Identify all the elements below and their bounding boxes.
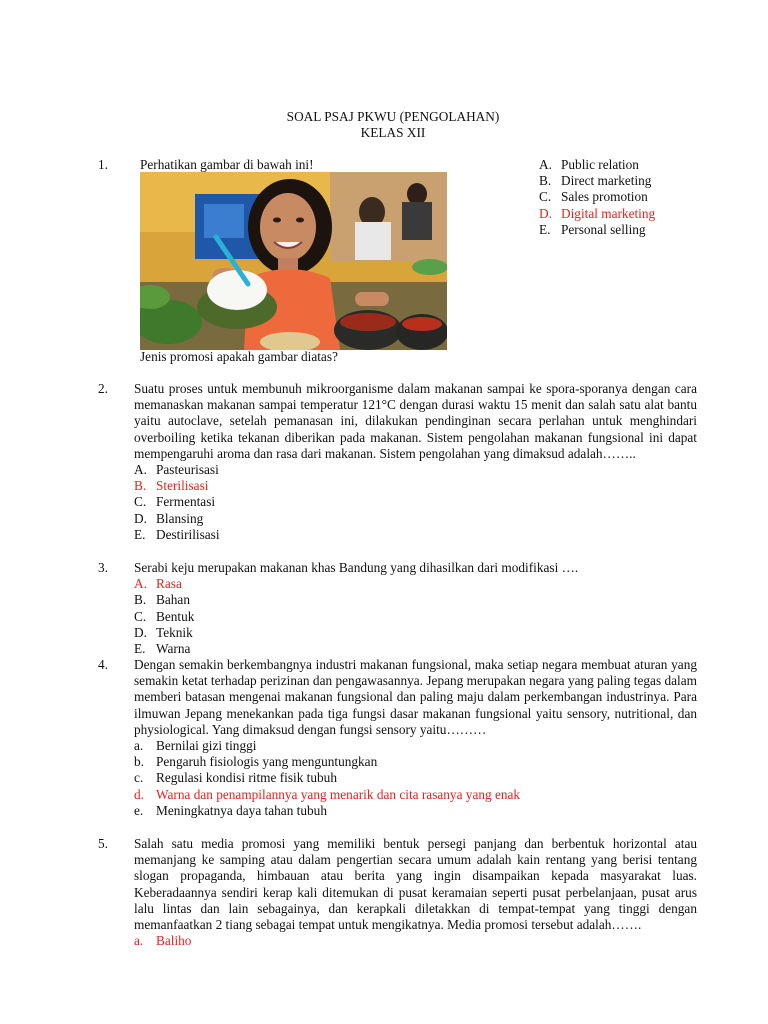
question-body <box>134 836 697 949</box>
option-a[interactable]: a. Bernilai gizi tinggi <box>134 738 257 754</box>
option-a[interactable]: A. Pasteurisasi <box>134 462 219 478</box>
question-text: Suatu proses untuk membunuh mikroorganisme dalam makanan sampai ke spora-sporanya dengan cara memanaskan makanan sampai temperatur 121°C dengan durasi waktu 15 menit dan salah satu alat bantu yaitu autoclave, setelah pemanasan ini, dilakukan pendinginan secara perlahan untuk menghindari overboiling ketika tekanan diberikan pada makanan. Sistem pengolahan makanan fungsional ini dapat mempengaruhi aroma dan rasa dari makanan. Sistem pengolahan yang dimaksud adalah…….. <box>134 381 697 461</box>
option-b[interactable]: B. Bahan <box>134 592 190 608</box>
option-b[interactable]: B. Direct marketing <box>539 173 652 189</box>
document-title: SOAL PSAJ PKWU (PENGOLAHAN) <box>286 109 500 124</box>
question-number: 5. <box>98 836 108 851</box>
option-c[interactable]: C. Sales promotion <box>539 189 648 205</box>
question-text: Dengan semakin berkembangnya industri makanan fungsional, maka setiap negara membuat aturan yang semakin ketat terhadap perizinan dan pengawasannya. Jepang merupakan negara yang paling tegas dalam memberi batasan mengenai makanan fungsional dan paling maju dalam perkembangan industrinya. Para ilmuwan Jepang menekankan pada tiga fungsi dasar makanan fungsional yaitu sensory, nutritional, dan physiological. Yang dimaksud dengan fungsi sensory yaitu……… <box>134 657 697 737</box>
option-c[interactable]: C. Bentuk <box>134 608 195 624</box>
question-body <box>134 657 697 819</box>
option-e[interactable]: E. Personal selling <box>539 221 646 237</box>
question-number: 1. <box>98 157 108 172</box>
option-b-answer[interactable]: B. Sterilisasi <box>134 478 209 494</box>
option-d-answer[interactable]: D. Digital marketing <box>539 205 656 221</box>
question-body <box>134 381 697 543</box>
option-a-answer[interactable]: A. Rasa <box>134 576 182 592</box>
question-prompt: Jenis promosi apakah gambar diatas? <box>140 349 338 364</box>
option-e[interactable]: E. Destirilisasi <box>134 526 220 542</box>
option-d[interactable]: D. Blansing <box>134 510 204 526</box>
option-b[interactable]: b. Pengaruh fisiologis yang menguntungkan <box>134 754 378 770</box>
question-number: 4. <box>98 657 108 672</box>
option-e[interactable]: E. Warna <box>134 640 191 656</box>
question-text: Salah satu media promosi yang memiliki bentuk persegi panjang dan berbentuk horizontal atau memanjang ke samping atau dalam pengertian secara umum adalah kain rentang yang berisi tentang slogan propaganda, himbauan atau berita yang ingin disampaikan kepada masyarakat luas. Keberadaannya sendiri kerap kali ditemukan di pusat keramaian seperti pusat perbelanjaan, pusat arus lalu lintas dan lain sebagainya, dan kerapkali diletakkan di tempat-tempat yang tinggi dengan memanfaatkan 2 tiang sebagai tempat untuk mengikatnya. Media promosi tersebut adalah……. <box>134 836 697 933</box>
question-stem: Perhatikan gambar di bawah ini! <box>140 157 314 172</box>
option-c[interactable]: C. Fermentasi <box>134 494 216 510</box>
option-d[interactable]: D. Teknik <box>134 624 193 640</box>
option-e[interactable]: e. Meningkatnya daya tahan tubuh <box>134 802 327 818</box>
options-list <box>539 157 739 238</box>
option-a[interactable]: A. Public relation <box>539 157 639 172</box>
option-a-answer[interactable]: a. Baliho <box>134 933 192 949</box>
question-body <box>134 560 697 657</box>
option-d-answer[interactable]: d. Warna dan penampilannya yang menarik dan cita rasanya yang enak <box>134 786 521 802</box>
document-subtitle: KELAS XII <box>360 125 426 140</box>
question-number: 2. <box>98 381 108 396</box>
question-text: Serabi keju merupakan makanan khas Bandung yang dihasilkan dari modifikasi …. <box>134 560 579 575</box>
option-c[interactable]: c. Regulasi kondisi ritme fisik tubuh <box>134 770 337 786</box>
photo-woman-with-food <box>140 172 447 350</box>
question-number: 3. <box>98 560 108 575</box>
